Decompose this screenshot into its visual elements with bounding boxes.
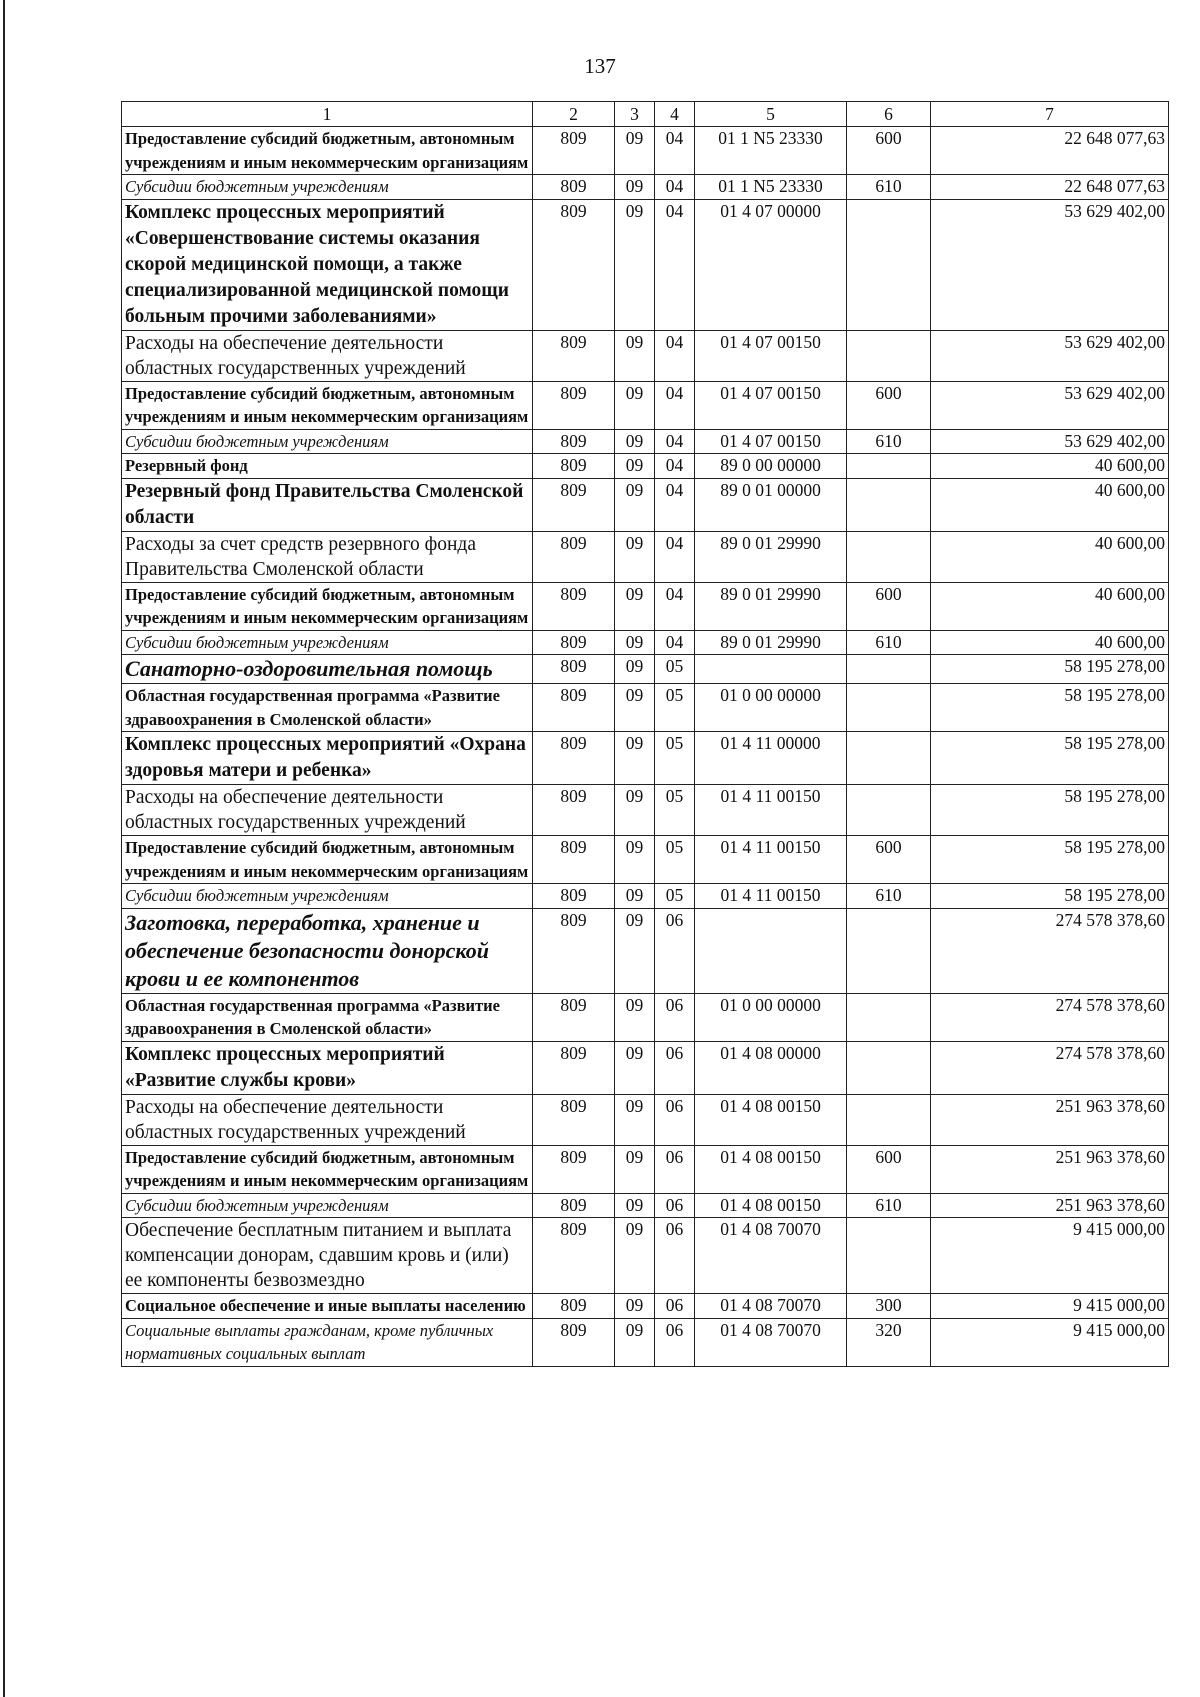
table-row — [122, 127, 1169, 175]
amount-cell: 274 578 378,60 — [931, 993, 1169, 1041]
table-row — [122, 454, 1169, 479]
ministry-code-cell: 809 — [533, 1094, 615, 1145]
section-cell: 09 — [615, 127, 655, 175]
subsection-cell: 04 — [655, 199, 695, 330]
target-article-cell: 01 4 08 00150 — [695, 1094, 847, 1145]
target-article-cell: 01 4 08 70070 — [695, 1318, 847, 1366]
row-name-cell: Комплекс процессных мероприятий «Охрана здоровья матери и ребенка» — [122, 732, 533, 785]
amount-cell: 58 195 278,00 — [931, 684, 1169, 732]
section-cell: 09 — [615, 1145, 655, 1193]
subsection-cell: 05 — [655, 655, 695, 684]
expense-type-cell — [847, 454, 931, 479]
table-row — [122, 732, 1169, 785]
section-cell: 09 — [615, 582, 655, 630]
row-name-cell: Социальные выплаты гражданам, кроме публичных нормативных социальных выплат — [122, 1318, 533, 1366]
ministry-code-cell: 809 — [533, 655, 615, 684]
subsection-cell: 06 — [655, 1041, 695, 1094]
target-article-cell: 01 0 00 00000 — [695, 684, 847, 732]
table-row — [122, 684, 1169, 732]
target-article-cell — [695, 655, 847, 684]
target-article-cell: 01 4 07 00150 — [695, 330, 847, 381]
column-header: 2 — [533, 102, 615, 127]
amount-cell: 58 195 278,00 — [931, 655, 1169, 684]
amount-cell: 58 195 278,00 — [931, 785, 1169, 836]
row-name-cell: Областная государственная программа «Развитие здравоохранения в Смоленской области» — [122, 684, 533, 732]
amount-cell: 40 600,00 — [931, 531, 1169, 582]
target-article-cell: 01 4 07 00150 — [695, 381, 847, 429]
ministry-code-cell: 809 — [533, 582, 615, 630]
amount-cell: 53 629 402,00 — [931, 381, 1169, 429]
ministry-code-cell: 809 — [533, 836, 615, 884]
ministry-code-cell: 809 — [533, 531, 615, 582]
section-cell: 09 — [615, 908, 655, 993]
row-name-cell: Субсидии бюджетным учреждениям — [122, 175, 533, 200]
expense-type-cell — [847, 330, 931, 381]
amount-cell: 53 629 402,00 — [931, 330, 1169, 381]
row-name-cell: Резервный фонд Правительства Смоленской области — [122, 478, 533, 531]
section-cell: 09 — [615, 655, 655, 684]
row-name-cell: Областная государственная программа «Развитие здравоохранения в Смоленской области» — [122, 993, 533, 1041]
expense-type-cell: 600 — [847, 381, 931, 429]
target-article-cell: 89 0 01 00000 — [695, 478, 847, 531]
target-article-cell: 01 4 11 00150 — [695, 785, 847, 836]
target-article-cell: 01 1 N5 23330 — [695, 175, 847, 200]
expense-type-cell: 600 — [847, 582, 931, 630]
amount-cell: 22 648 077,63 — [931, 127, 1169, 175]
subsection-cell: 04 — [655, 454, 695, 479]
amount-cell: 40 600,00 — [931, 454, 1169, 479]
ministry-code-cell: 809 — [533, 175, 615, 200]
ministry-code-cell: 809 — [533, 1294, 615, 1319]
row-name-cell: Предоставление субсидий бюджетным, автономным учреждениям и иным некоммерческим организациям — [122, 1145, 533, 1193]
amount-cell: 251 963 378,60 — [931, 1145, 1169, 1193]
row-name-cell: Комплекс процессных мероприятий «Развитие службы крови» — [122, 1041, 533, 1094]
ministry-code-cell: 809 — [533, 732, 615, 785]
expense-type-cell: 300 — [847, 1294, 931, 1319]
section-cell: 09 — [615, 836, 655, 884]
table-row — [122, 884, 1169, 909]
section-cell: 09 — [615, 1318, 655, 1366]
expense-type-cell — [847, 684, 931, 732]
row-name-cell: Субсидии бюджетным учреждениям — [122, 884, 533, 909]
target-article-cell: 01 4 08 70070 — [695, 1218, 847, 1294]
row-name-cell: Предоставление субсидий бюджетным, автономным учреждениям и иным некоммерческим организациям — [122, 127, 533, 175]
ministry-code-cell: 809 — [533, 684, 615, 732]
expense-type-cell: 600 — [847, 127, 931, 175]
target-article-cell: 01 4 11 00150 — [695, 884, 847, 909]
ministry-code-cell: 809 — [533, 1145, 615, 1193]
section-cell: 09 — [615, 684, 655, 732]
expense-type-cell — [847, 732, 931, 785]
section-cell: 09 — [615, 1218, 655, 1294]
subsection-cell: 05 — [655, 836, 695, 884]
expense-type-cell — [847, 908, 931, 993]
subsection-cell: 04 — [655, 531, 695, 582]
table-row — [122, 1145, 1169, 1193]
expense-type-cell: 600 — [847, 1145, 931, 1193]
target-article-cell: 01 4 07 00000 — [695, 199, 847, 330]
row-name-cell: Расходы на обеспечение деятельности областных государственных учреждений — [122, 785, 533, 836]
column-header: 5 — [695, 102, 847, 127]
section-cell: 09 — [615, 993, 655, 1041]
expense-type-cell: 610 — [847, 175, 931, 200]
ministry-code-cell: 809 — [533, 330, 615, 381]
table-row — [122, 1218, 1169, 1294]
table-row — [122, 582, 1169, 630]
section-cell: 09 — [615, 732, 655, 785]
table-row — [122, 199, 1169, 330]
table-row — [122, 1094, 1169, 1145]
amount-cell: 40 600,00 — [931, 478, 1169, 531]
row-name-cell: Санаторно-оздоровительная помощь — [122, 655, 533, 684]
row-name-cell: Обеспечение бесплатным питанием и выплата компенсации донорам, сдавшим кровь и (или) ее компоненты безвозмездно — [122, 1218, 533, 1294]
table-row — [122, 330, 1169, 381]
ministry-code-cell: 809 — [533, 785, 615, 836]
ministry-code-cell: 809 — [533, 1218, 615, 1294]
ministry-code-cell: 809 — [533, 127, 615, 175]
ministry-code-cell: 809 — [533, 908, 615, 993]
expense-type-cell: 600 — [847, 836, 931, 884]
ministry-code-cell: 809 — [533, 381, 615, 429]
row-name-cell: Предоставление субсидий бюджетным, автономным учреждениям и иным некоммерческим организациям — [122, 582, 533, 630]
table-row — [122, 531, 1169, 582]
budget-table — [121, 101, 1169, 1367]
amount-cell: 9 415 000,00 — [931, 1218, 1169, 1294]
subsection-cell: 04 — [655, 175, 695, 200]
amount-cell: 9 415 000,00 — [931, 1294, 1169, 1319]
amount-cell: 40 600,00 — [931, 582, 1169, 630]
table-row — [122, 785, 1169, 836]
table-row — [122, 1193, 1169, 1218]
target-article-cell: 01 4 07 00150 — [695, 429, 847, 454]
subsection-cell: 06 — [655, 1145, 695, 1193]
expense-type-cell — [847, 478, 931, 531]
row-name-cell: Комплекс процессных мероприятий «Совершенствование системы оказания скорой медицинской помощи, а также специализированной медицинской помощи больным прочими заболеваниями» — [122, 199, 533, 330]
target-article-cell: 01 1 N5 23330 — [695, 127, 847, 175]
amount-cell: 58 195 278,00 — [931, 884, 1169, 909]
subsection-cell: 04 — [655, 429, 695, 454]
target-article-cell: 89 0 01 29990 — [695, 582, 847, 630]
expense-type-cell — [847, 785, 931, 836]
subsection-cell: 04 — [655, 478, 695, 531]
expense-type-cell — [847, 531, 931, 582]
ministry-code-cell: 809 — [533, 1193, 615, 1218]
row-name-cell: Предоставление субсидий бюджетным, автономным учреждениям и иным некоммерческим организациям — [122, 381, 533, 429]
ministry-code-cell: 809 — [533, 993, 615, 1041]
section-cell: 09 — [615, 785, 655, 836]
row-name-cell: Субсидии бюджетным учреждениям — [122, 1193, 533, 1218]
subsection-cell: 06 — [655, 1218, 695, 1294]
row-name-cell: Предоставление субсидий бюджетным, автономным учреждениям и иным некоммерческим организациям — [122, 836, 533, 884]
row-name-cell: Расходы на обеспечение деятельности областных государственных учреждений — [122, 1094, 533, 1145]
amount-cell: 53 629 402,00 — [931, 199, 1169, 330]
expense-type-cell: 610 — [847, 1193, 931, 1218]
expense-type-cell — [847, 655, 931, 684]
section-cell: 09 — [615, 429, 655, 454]
table-row — [122, 1318, 1169, 1366]
expense-type-cell: 610 — [847, 630, 931, 655]
target-article-cell: 01 4 08 00150 — [695, 1193, 847, 1218]
section-cell: 09 — [615, 199, 655, 330]
row-name-cell: Заготовка, переработка, хранение и обеспечение безопасности донорской крови и ее компонентов — [122, 908, 533, 993]
amount-cell: 22 648 077,63 — [931, 175, 1169, 200]
column-header: 1 — [122, 102, 533, 127]
scan-border-line — [3, 0, 5, 1697]
table-row — [122, 836, 1169, 884]
row-name-cell: Расходы за счет средств резервного фонда Правительства Смоленской области — [122, 531, 533, 582]
expense-type-cell — [847, 1041, 931, 1094]
table-row — [122, 429, 1169, 454]
amount-cell: 53 629 402,00 — [931, 429, 1169, 454]
table-row — [122, 630, 1169, 655]
amount-cell: 9 415 000,00 — [931, 1318, 1169, 1366]
subsection-cell: 06 — [655, 993, 695, 1041]
section-cell: 09 — [615, 1193, 655, 1218]
target-article-cell: 01 4 08 70070 — [695, 1294, 847, 1319]
target-article-cell: 01 4 11 00150 — [695, 836, 847, 884]
ministry-code-cell: 809 — [533, 1041, 615, 1094]
column-header: 6 — [847, 102, 931, 127]
ministry-code-cell: 809 — [533, 199, 615, 330]
amount-cell: 274 578 378,60 — [931, 908, 1169, 993]
target-article-cell — [695, 908, 847, 993]
table-row — [122, 381, 1169, 429]
section-cell: 09 — [615, 381, 655, 429]
section-cell: 09 — [615, 175, 655, 200]
subsection-cell: 06 — [655, 1294, 695, 1319]
subsection-cell: 05 — [655, 884, 695, 909]
page-number: 137 — [584, 54, 616, 78]
subsection-cell: 06 — [655, 1094, 695, 1145]
table-row — [122, 175, 1169, 200]
target-article-cell: 89 0 00 00000 — [695, 454, 847, 479]
table-row — [122, 908, 1169, 993]
ministry-code-cell: 809 — [533, 1318, 615, 1366]
section-cell: 09 — [615, 1041, 655, 1094]
subsection-cell: 05 — [655, 785, 695, 836]
section-cell: 09 — [615, 1094, 655, 1145]
expense-type-cell: 320 — [847, 1318, 931, 1366]
target-article-cell: 89 0 01 29990 — [695, 531, 847, 582]
subsection-cell: 05 — [655, 684, 695, 732]
ministry-code-cell: 809 — [533, 429, 615, 454]
table-row — [122, 478, 1169, 531]
expense-type-cell — [847, 1094, 931, 1145]
expense-type-cell: 610 — [847, 884, 931, 909]
row-name-cell: Резервный фонд — [122, 454, 533, 479]
subsection-cell: 06 — [655, 1193, 695, 1218]
subsection-cell: 04 — [655, 582, 695, 630]
target-article-cell: 01 4 11 00000 — [695, 732, 847, 785]
section-cell: 09 — [615, 330, 655, 381]
expense-type-cell — [847, 993, 931, 1041]
amount-cell: 40 600,00 — [931, 630, 1169, 655]
column-header: 4 — [655, 102, 695, 127]
ministry-code-cell: 809 — [533, 478, 615, 531]
amount-cell: 58 195 278,00 — [931, 732, 1169, 785]
amount-cell: 58 195 278,00 — [931, 836, 1169, 884]
header-row — [122, 102, 1169, 127]
section-cell: 09 — [615, 531, 655, 582]
expense-type-cell — [847, 1218, 931, 1294]
subsection-cell: 06 — [655, 908, 695, 993]
table-row — [122, 1041, 1169, 1094]
target-article-cell: 89 0 01 29990 — [695, 630, 847, 655]
subsection-cell: 06 — [655, 1318, 695, 1366]
target-article-cell: 01 0 00 00000 — [695, 993, 847, 1041]
section-cell: 09 — [615, 630, 655, 655]
column-header: 3 — [615, 102, 655, 127]
ministry-code-cell: 809 — [533, 630, 615, 655]
subsection-cell: 04 — [655, 127, 695, 175]
subsection-cell: 04 — [655, 381, 695, 429]
expense-type-cell — [847, 199, 931, 330]
amount-cell: 251 963 378,60 — [931, 1094, 1169, 1145]
amount-cell: 274 578 378,60 — [931, 1041, 1169, 1094]
section-cell: 09 — [615, 454, 655, 479]
subsection-cell: 05 — [655, 732, 695, 785]
ministry-code-cell: 809 — [533, 884, 615, 909]
target-article-cell: 01 4 08 00000 — [695, 1041, 847, 1094]
target-article-cell: 01 4 08 00150 — [695, 1145, 847, 1193]
ministry-code-cell: 809 — [533, 454, 615, 479]
section-cell: 09 — [615, 478, 655, 531]
subsection-cell: 04 — [655, 330, 695, 381]
column-header: 7 — [931, 102, 1169, 127]
table-row — [122, 993, 1169, 1041]
expense-type-cell: 610 — [847, 429, 931, 454]
table-row — [122, 655, 1169, 684]
row-name-cell: Социальное обеспечение и иные выплаты населению — [122, 1294, 533, 1319]
section-cell: 09 — [615, 1294, 655, 1319]
row-name-cell: Расходы на обеспечение деятельности областных государственных учреждений — [122, 330, 533, 381]
amount-cell: 251 963 378,60 — [931, 1193, 1169, 1218]
section-cell: 09 — [615, 884, 655, 909]
row-name-cell: Субсидии бюджетным учреждениям — [122, 429, 533, 454]
table-row — [122, 1294, 1169, 1319]
subsection-cell: 04 — [655, 630, 695, 655]
row-name-cell: Субсидии бюджетным учреждениям — [122, 630, 533, 655]
